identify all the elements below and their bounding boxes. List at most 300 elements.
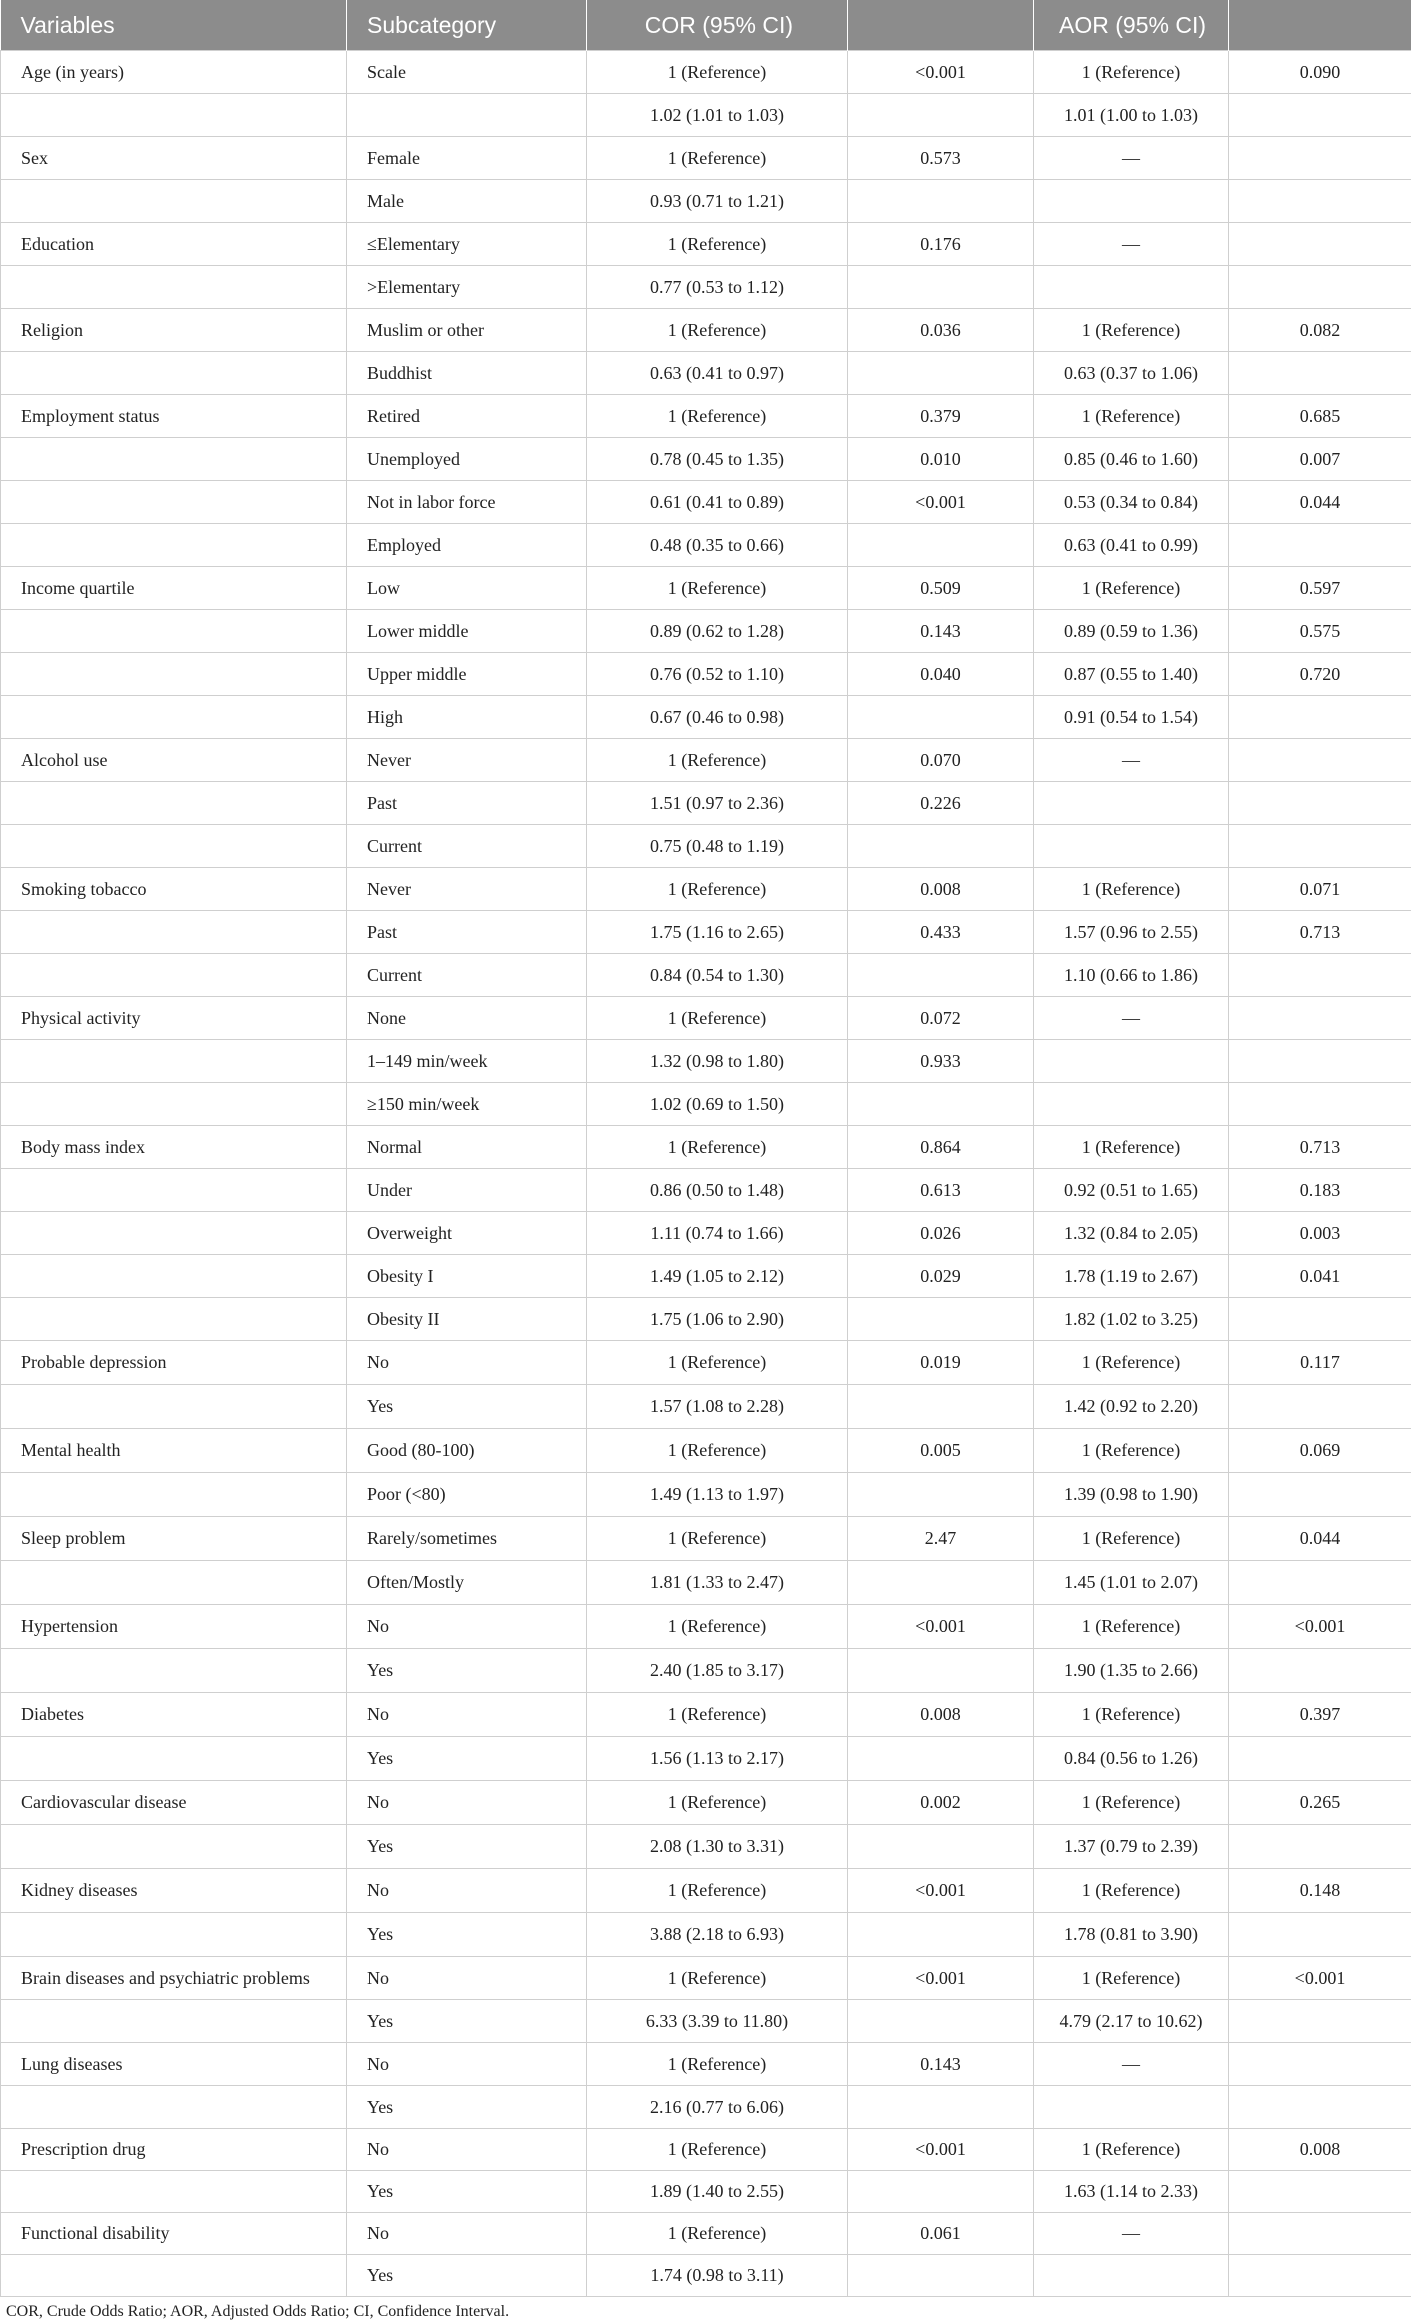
table-row — [1, 1957, 1411, 2000]
cell-cor: 1 (Reference) — [587, 2129, 848, 2171]
cell-aor-pvalue — [1229, 1913, 1411, 1957]
cell-aor-pvalue — [1229, 2086, 1411, 2129]
cell-aor-pvalue: 0.071 — [1229, 868, 1411, 911]
cell-aor-pvalue — [1229, 825, 1411, 868]
cell-aor-pvalue — [1229, 2255, 1411, 2297]
cell-subcategory: Good (80-100) — [347, 1429, 587, 1473]
cell-aor-pvalue — [1229, 2213, 1411, 2255]
cell-aor-pvalue: 0.008 — [1229, 2129, 1411, 2171]
cell-aor-pvalue: 0.117 — [1229, 1341, 1411, 1385]
cell-variable — [1, 610, 347, 653]
cell-aor: 1 (Reference) — [1034, 395, 1229, 438]
header-subcategory: Subcategory — [347, 0, 587, 51]
cell-variable — [1, 2171, 347, 2213]
cell-cor: 0.48 (0.35 to 0.66) — [587, 524, 848, 567]
cell-aor — [1034, 2086, 1229, 2129]
table-row — [1, 1869, 1411, 1913]
cell-aor — [1034, 1083, 1229, 1126]
table-row — [1, 997, 1411, 1040]
cell-cor-pvalue: 0.010 — [848, 438, 1034, 481]
cell-cor: 1.11 (0.74 to 1.66) — [587, 1212, 848, 1255]
cell-cor-pvalue: 0.029 — [848, 1255, 1034, 1298]
cell-subcategory: Overweight — [347, 1212, 587, 1255]
cell-aor: 0.53 (0.34 to 0.84) — [1034, 481, 1229, 524]
cell-variable — [1, 1385, 347, 1429]
cell-aor: 0.63 (0.41 to 0.99) — [1034, 524, 1229, 567]
cell-variable — [1, 266, 347, 309]
table-row — [1, 1693, 1411, 1737]
cell-aor-pvalue: 0.003 — [1229, 1212, 1411, 1255]
cell-variable: Smoking tobacco — [1, 868, 347, 911]
cell-cor: 1 (Reference) — [587, 2043, 848, 2086]
cell-cor: 1 (Reference) — [587, 1957, 848, 2000]
cell-subcategory: Upper middle — [347, 653, 587, 696]
cell-cor: 1 (Reference) — [587, 1517, 848, 1561]
cell-cor: 1 (Reference) — [587, 739, 848, 782]
cell-cor-pvalue: <0.001 — [848, 1869, 1034, 1913]
cell-aor-pvalue — [1229, 2171, 1411, 2213]
cell-aor: 0.89 (0.59 to 1.36) — [1034, 610, 1229, 653]
cell-subcategory: Buddhist — [347, 352, 587, 395]
cell-cor-pvalue: 0.040 — [848, 653, 1034, 696]
cell-cor: 1.32 (0.98 to 1.80) — [587, 1040, 848, 1083]
cell-aor: 4.79 (2.17 to 10.62) — [1034, 2000, 1229, 2043]
cell-aor: 0.92 (0.51 to 1.65) — [1034, 1169, 1229, 1212]
cell-subcategory: Female — [347, 137, 587, 180]
cell-aor: 1.45 (1.01 to 2.07) — [1034, 1561, 1229, 1605]
table-row — [1, 2000, 1411, 2043]
table-row — [1, 1341, 1411, 1385]
cell-aor: 0.85 (0.46 to 1.60) — [1034, 438, 1229, 481]
cell-subcategory: Yes — [347, 1649, 587, 1693]
cell-cor-pvalue: 0.176 — [848, 223, 1034, 266]
cell-cor-pvalue — [848, 1473, 1034, 1517]
cell-cor-pvalue — [848, 94, 1034, 137]
cell-aor-pvalue — [1229, 997, 1411, 1040]
cell-cor-pvalue: 0.072 — [848, 997, 1034, 1040]
cell-variable — [1, 696, 347, 739]
table-row — [1, 1517, 1411, 1561]
cell-aor: 1 (Reference) — [1034, 1126, 1229, 1169]
cell-variable: Prescription drug — [1, 2129, 347, 2171]
cell-cor: 1 (Reference) — [587, 1869, 848, 1913]
cell-aor — [1034, 180, 1229, 223]
table-row — [1, 1825, 1411, 1869]
cell-subcategory: Yes — [347, 1737, 587, 1781]
cell-variable — [1, 954, 347, 997]
cell-aor: 0.84 (0.56 to 1.26) — [1034, 1737, 1229, 1781]
cell-subcategory: Yes — [347, 2000, 587, 2043]
cell-aor: — — [1034, 2043, 1229, 2086]
cell-aor: 1 (Reference) — [1034, 1693, 1229, 1737]
cell-variable — [1, 481, 347, 524]
table-row — [1, 911, 1411, 954]
cell-variable: Sex — [1, 137, 347, 180]
cell-subcategory: Employed — [347, 524, 587, 567]
cell-variable — [1, 180, 347, 223]
cell-cor: 1 (Reference) — [587, 1126, 848, 1169]
cell-subcategory: Retired — [347, 395, 587, 438]
cell-variable — [1, 1913, 347, 1957]
cell-cor-pvalue: 0.005 — [848, 1429, 1034, 1473]
cell-variable: Religion — [1, 309, 347, 352]
table-row — [1, 352, 1411, 395]
table-row — [1, 2171, 1411, 2213]
table-row — [1, 1473, 1411, 1517]
cell-cor-pvalue — [848, 352, 1034, 395]
table-row — [1, 438, 1411, 481]
cell-aor-pvalue: 0.265 — [1229, 1781, 1411, 1825]
cell-cor: 0.75 (0.48 to 1.19) — [587, 825, 848, 868]
cell-variable — [1, 438, 347, 481]
table-footnote: COR, Crude Odds Ratio; AOR, Adjusted Odds Ratio; CI, Confidence Interval. — [0, 2297, 1411, 2321]
cell-aor: 1.01 (1.00 to 1.03) — [1034, 94, 1229, 137]
cell-variable: Alcohol use — [1, 739, 347, 782]
cell-aor: 1.78 (1.19 to 2.67) — [1034, 1255, 1229, 1298]
table-row — [1, 2043, 1411, 2086]
cell-aor: 1 (Reference) — [1034, 567, 1229, 610]
cell-cor-pvalue — [848, 266, 1034, 309]
cell-cor-pvalue: <0.001 — [848, 51, 1034, 94]
cell-aor: 1 (Reference) — [1034, 1957, 1229, 2000]
cell-aor-pvalue — [1229, 1737, 1411, 1781]
cell-cor-pvalue: 0.019 — [848, 1341, 1034, 1385]
cell-aor: 1.78 (0.81 to 3.90) — [1034, 1913, 1229, 1957]
cell-cor: 0.61 (0.41 to 0.89) — [587, 481, 848, 524]
cell-cor-pvalue — [848, 1561, 1034, 1605]
cell-aor-pvalue: 0.090 — [1229, 51, 1411, 94]
cell-variable — [1, 2000, 347, 2043]
table-row — [1, 825, 1411, 868]
cell-variable — [1, 1255, 347, 1298]
cell-subcategory: Under — [347, 1169, 587, 1212]
table-row — [1, 395, 1411, 438]
cell-cor-pvalue: 0.143 — [848, 610, 1034, 653]
cell-cor: 1 (Reference) — [587, 1693, 848, 1737]
cell-aor — [1034, 266, 1229, 309]
cell-subcategory: ≤Elementary — [347, 223, 587, 266]
cell-cor-pvalue: 0.002 — [848, 1781, 1034, 1825]
cell-variable: Lung diseases — [1, 2043, 347, 2086]
cell-variable: Employment status — [1, 395, 347, 438]
table-row — [1, 1561, 1411, 1605]
cell-aor — [1034, 1040, 1229, 1083]
cell-cor-pvalue: <0.001 — [848, 1605, 1034, 1649]
cell-aor-pvalue — [1229, 1083, 1411, 1126]
cell-cor: 1 (Reference) — [587, 1429, 848, 1473]
cell-variable — [1, 2255, 347, 2297]
cell-subcategory: Lower middle — [347, 610, 587, 653]
cell-subcategory: Past — [347, 782, 587, 825]
cell-subcategory: Yes — [347, 1825, 587, 1869]
cell-aor: 1.32 (0.84 to 2.05) — [1034, 1212, 1229, 1255]
cell-aor: — — [1034, 739, 1229, 782]
cell-cor-pvalue: 0.008 — [848, 868, 1034, 911]
cell-aor-pvalue: 0.082 — [1229, 309, 1411, 352]
table-row — [1, 51, 1411, 94]
table-row — [1, 1083, 1411, 1126]
cell-cor-pvalue: 0.143 — [848, 2043, 1034, 2086]
table-row — [1, 1737, 1411, 1781]
cell-cor-pvalue: 0.008 — [848, 1693, 1034, 1737]
cell-aor-pvalue — [1229, 1561, 1411, 1605]
cell-cor-pvalue: <0.001 — [848, 1957, 1034, 2000]
cell-subcategory: Current — [347, 954, 587, 997]
cell-aor: 1 (Reference) — [1034, 1517, 1229, 1561]
cell-subcategory: No — [347, 1869, 587, 1913]
cell-subcategory: No — [347, 2043, 587, 2086]
cell-cor-pvalue — [848, 825, 1034, 868]
table-row — [1, 2213, 1411, 2255]
cell-cor: 1.49 (1.05 to 2.12) — [587, 1255, 848, 1298]
cell-aor-pvalue: 0.044 — [1229, 1517, 1411, 1561]
header-cor-pvalue — [848, 0, 1034, 51]
cell-aor-pvalue — [1229, 696, 1411, 739]
cell-cor: 1.02 (0.69 to 1.50) — [587, 1083, 848, 1126]
cell-subcategory: Low — [347, 567, 587, 610]
cell-aor-pvalue — [1229, 223, 1411, 266]
cell-subcategory: Obesity II — [347, 1298, 587, 1341]
table-row — [1, 1298, 1411, 1341]
cell-aor-pvalue: <0.001 — [1229, 1605, 1411, 1649]
cell-subcategory: Yes — [347, 2255, 587, 2297]
table-row — [1, 2255, 1411, 2297]
table-row — [1, 1913, 1411, 1957]
table-row — [1, 1429, 1411, 1473]
table-row — [1, 1255, 1411, 1298]
cell-cor-pvalue — [848, 2255, 1034, 2297]
table-row — [1, 954, 1411, 997]
cell-subcategory — [347, 94, 587, 137]
cell-subcategory: Rarely/sometimes — [347, 1517, 587, 1561]
cell-aor-pvalue: 0.713 — [1229, 911, 1411, 954]
table-row — [1, 2086, 1411, 2129]
cell-aor-pvalue: 0.597 — [1229, 567, 1411, 610]
cell-aor: 1.10 (0.66 to 1.86) — [1034, 954, 1229, 997]
cell-cor: 1.89 (1.40 to 2.55) — [587, 2171, 848, 2213]
cell-cor-pvalue — [848, 524, 1034, 567]
cell-cor: 0.89 (0.62 to 1.28) — [587, 610, 848, 653]
cell-variable — [1, 782, 347, 825]
cell-aor: 1 (Reference) — [1034, 1781, 1229, 1825]
cell-aor: 1 (Reference) — [1034, 868, 1229, 911]
cell-aor: 1.42 (0.92 to 2.20) — [1034, 1385, 1229, 1429]
cell-cor: 1 (Reference) — [587, 51, 848, 94]
cell-cor: 1.75 (1.16 to 2.65) — [587, 911, 848, 954]
cell-cor-pvalue — [848, 696, 1034, 739]
cell-subcategory: No — [347, 2129, 587, 2171]
cell-variable: Physical activity — [1, 997, 347, 1040]
cell-cor-pvalue — [848, 2171, 1034, 2213]
cell-aor-pvalue — [1229, 954, 1411, 997]
cell-cor: 1 (Reference) — [587, 137, 848, 180]
cell-subcategory: Poor (<80) — [347, 1473, 587, 1517]
cell-variable: Education — [1, 223, 347, 266]
cell-cor-pvalue — [848, 954, 1034, 997]
cell-subcategory: Often/Mostly — [347, 1561, 587, 1605]
cell-cor: 2.16 (0.77 to 6.06) — [587, 2086, 848, 2129]
cell-variable: Cardiovascular disease — [1, 1781, 347, 1825]
cell-subcategory: >Elementary — [347, 266, 587, 309]
cell-aor-pvalue: 0.720 — [1229, 653, 1411, 696]
cell-aor-pvalue: 0.041 — [1229, 1255, 1411, 1298]
cell-subcategory: Scale — [347, 51, 587, 94]
cell-subcategory: Not in labor force — [347, 481, 587, 524]
cell-subcategory: Yes — [347, 1385, 587, 1429]
table-row — [1, 524, 1411, 567]
cell-cor: 1.56 (1.13 to 2.17) — [587, 1737, 848, 1781]
cell-aor: 0.63 (0.37 to 1.06) — [1034, 352, 1229, 395]
cell-variable: Hypertension — [1, 1605, 347, 1649]
cell-aor: 1.82 (1.02 to 3.25) — [1034, 1298, 1229, 1341]
cell-cor-pvalue: 0.379 — [848, 395, 1034, 438]
cell-aor-pvalue — [1229, 2000, 1411, 2043]
cell-aor-pvalue: 0.685 — [1229, 395, 1411, 438]
cell-cor: 1.51 (0.97 to 2.36) — [587, 782, 848, 825]
cell-cor: 0.63 (0.41 to 0.97) — [587, 352, 848, 395]
cell-aor-pvalue — [1229, 1040, 1411, 1083]
cell-aor: 0.91 (0.54 to 1.54) — [1034, 696, 1229, 739]
cell-subcategory: Normal — [347, 1126, 587, 1169]
cell-variable — [1, 825, 347, 868]
cell-subcategory: Unemployed — [347, 438, 587, 481]
table-row — [1, 94, 1411, 137]
cell-cor: 1 (Reference) — [587, 567, 848, 610]
cell-aor: — — [1034, 223, 1229, 266]
cell-aor-pvalue: 0.575 — [1229, 610, 1411, 653]
cell-aor-pvalue — [1229, 1825, 1411, 1869]
cell-cor: 0.76 (0.52 to 1.10) — [587, 653, 848, 696]
cell-variable — [1, 653, 347, 696]
cell-aor-pvalue — [1229, 180, 1411, 223]
cell-aor-pvalue — [1229, 782, 1411, 825]
cell-aor: 1.90 (1.35 to 2.66) — [1034, 1649, 1229, 1693]
cell-variable — [1, 1169, 347, 1212]
cell-cor-pvalue — [848, 1083, 1034, 1126]
cell-variable: Brain diseases and psychiatric problems — [1, 1957, 347, 2000]
cell-cor-pvalue — [848, 1298, 1034, 1341]
table-row — [1, 137, 1411, 180]
cell-cor-pvalue — [848, 1737, 1034, 1781]
cell-cor-pvalue — [848, 1825, 1034, 1869]
cell-cor: 1 (Reference) — [587, 395, 848, 438]
cell-subcategory: Never — [347, 739, 587, 782]
cell-aor-pvalue — [1229, 137, 1411, 180]
cell-aor: 0.87 (0.55 to 1.40) — [1034, 653, 1229, 696]
cell-cor-pvalue: 0.613 — [848, 1169, 1034, 1212]
cell-subcategory: No — [347, 2213, 587, 2255]
cell-aor: 1 (Reference) — [1034, 1605, 1229, 1649]
cell-variable — [1, 1040, 347, 1083]
cell-variable — [1, 1083, 347, 1126]
cell-cor: 1 (Reference) — [587, 997, 848, 1040]
table-row — [1, 180, 1411, 223]
cell-subcategory: No — [347, 1957, 587, 2000]
cell-cor-pvalue: 0.226 — [848, 782, 1034, 825]
cell-cor: 1 (Reference) — [587, 2213, 848, 2255]
cell-cor-pvalue: <0.001 — [848, 2129, 1034, 2171]
cell-cor-pvalue — [848, 1913, 1034, 1957]
cell-cor: 1.81 (1.33 to 2.47) — [587, 1561, 848, 1605]
cell-cor-pvalue: 0.864 — [848, 1126, 1034, 1169]
cell-subcategory: Male — [347, 180, 587, 223]
cell-cor: 1 (Reference) — [587, 868, 848, 911]
cell-aor — [1034, 2255, 1229, 2297]
cell-variable: Sleep problem — [1, 1517, 347, 1561]
cell-aor-pvalue: 0.069 — [1229, 1429, 1411, 1473]
table-row — [1, 1605, 1411, 1649]
cell-cor-pvalue — [848, 2000, 1034, 2043]
cell-aor-pvalue — [1229, 524, 1411, 567]
cell-cor-pvalue: 0.573 — [848, 137, 1034, 180]
cell-variable: Probable depression — [1, 1341, 347, 1385]
cell-variable: Functional disability — [1, 2213, 347, 2255]
cell-variable: Kidney diseases — [1, 1869, 347, 1913]
cell-aor: 1 (Reference) — [1034, 1429, 1229, 1473]
header-cor: COR (95% CI) — [587, 0, 848, 51]
cell-variable — [1, 2086, 347, 2129]
table-row — [1, 610, 1411, 653]
cell-aor-pvalue: 0.007 — [1229, 438, 1411, 481]
cell-cor-pvalue: 0.433 — [848, 911, 1034, 954]
cell-aor-pvalue — [1229, 739, 1411, 782]
header-aor-pvalue — [1229, 0, 1411, 51]
cell-subcategory: None — [347, 997, 587, 1040]
cell-subcategory: 1–149 min/week — [347, 1040, 587, 1083]
cell-aor: 1 (Reference) — [1034, 1869, 1229, 1913]
cell-aor-pvalue — [1229, 2043, 1411, 2086]
table-row — [1, 1126, 1411, 1169]
cell-subcategory: No — [347, 1605, 587, 1649]
cell-variable — [1, 352, 347, 395]
cell-cor: 3.88 (2.18 to 6.93) — [587, 1913, 848, 1957]
table-row — [1, 1212, 1411, 1255]
cell-cor: 1 (Reference) — [587, 223, 848, 266]
cell-cor: 1.74 (0.98 to 3.11) — [587, 2255, 848, 2297]
table-row — [1, 1385, 1411, 1429]
header-variables: Variables — [1, 0, 347, 51]
cell-aor-pvalue — [1229, 1298, 1411, 1341]
cell-cor-pvalue — [848, 2086, 1034, 2129]
cell-cor-pvalue: 0.026 — [848, 1212, 1034, 1255]
cell-subcategory: Yes — [347, 1913, 587, 1957]
cell-aor: — — [1034, 137, 1229, 180]
cell-aor — [1034, 782, 1229, 825]
cell-aor: 1.57 (0.96 to 2.55) — [1034, 911, 1229, 954]
cell-variable: Income quartile — [1, 567, 347, 610]
cell-aor-pvalue: 0.713 — [1229, 1126, 1411, 1169]
cell-aor-pvalue — [1229, 1473, 1411, 1517]
cell-aor-pvalue — [1229, 266, 1411, 309]
cell-variable — [1, 524, 347, 567]
cell-cor: 1.49 (1.13 to 1.97) — [587, 1473, 848, 1517]
cell-subcategory: Never — [347, 868, 587, 911]
cell-variable — [1, 1649, 347, 1693]
cell-cor: 1.57 (1.08 to 2.28) — [587, 1385, 848, 1429]
cell-subcategory: Yes — [347, 2171, 587, 2213]
cell-aor: 1.63 (1.14 to 2.33) — [1034, 2171, 1229, 2213]
cell-aor: — — [1034, 2213, 1229, 2255]
table-row — [1, 309, 1411, 352]
cell-aor: 1 (Reference) — [1034, 51, 1229, 94]
cell-subcategory: No — [347, 1693, 587, 1737]
cell-cor: 1 (Reference) — [587, 1781, 848, 1825]
cell-cor-pvalue: 0.036 — [848, 309, 1034, 352]
cell-cor-pvalue: 0.061 — [848, 2213, 1034, 2255]
cell-cor-pvalue: 2.47 — [848, 1517, 1034, 1561]
cell-variable — [1, 1737, 347, 1781]
cell-variable — [1, 1473, 347, 1517]
